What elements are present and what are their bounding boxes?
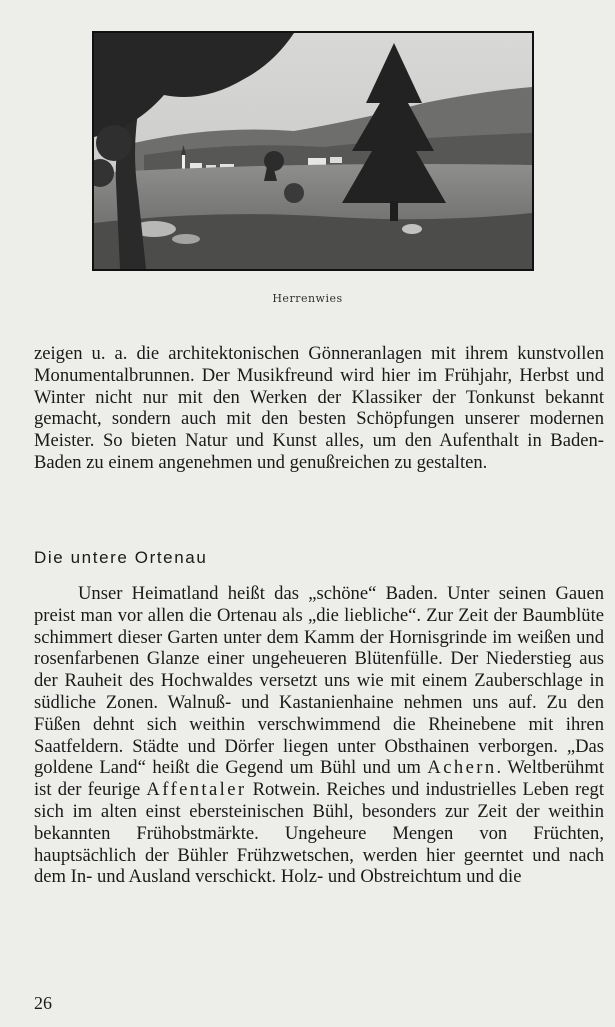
section-heading: Die untere Ortenau <box>34 548 208 567</box>
text-run: Unser Heimatland heißt das „schöne“ Baden. Unter seinen Gauen preist man vor allen die Ortenau als „die liebliche“. Zur Zeit der Baumblüte schimmert dieser Garten unter dem Kamm der Hornisgrinde im weißen und rosenfarbenen Glanze einer ungeheueren Blütenfülle. Der Niederstieg aus der Rauheit des Hochwaldes versetzt uns wie mit einem Zauberschlage in südliche Zonen. Walnuß- und Kastanienhaine nehmen uns auf. Zu den Füßen dehnt sich weithin verschwimmend die Rheinebene mit ihren Saatfeldern. Städte und Dörfer liegen unter Obsthainen verborgen. „Das goldene Land“ heißt die Gegend um Bühl und um <box>34 583 604 779</box>
text-run: Rotwein. Reiches und industrielles Leben regt sich im alten einst ebersteinischen Bühl, besonders zur Zeit der weithin bekannten Frühobstmärkte. Ungeheure Mengen von Früchten, hauptsächlich der Bühler Frühzwetschen, werden hier geerntet und nach dem In- und Ausland verschickt. Holz- und Obstreichtum und die <box>34 779 604 888</box>
page-number: 26 <box>34 993 52 1013</box>
paragraph-text <box>34 583 604 888</box>
place-name-achern: Achern <box>427 757 497 779</box>
text-run: . Weltberühmt ist der feurige <box>34 757 604 801</box>
body-paragraph-1 <box>34 343 604 474</box>
landscape-photo <box>92 31 534 271</box>
landscape-photo-art <box>94 33 532 269</box>
paragraph-text: zeigen u. a. die architektonischen Gönneranlagen mit ihrem kunstvollen Monumentalbrunnen. Der Musikfreund wird hier im Frühjahr, Herbst und Winter nicht nur mit den Werken der Klassiker der Tonkunst bekannt gemacht, sondern auch mit den besten Schöpfungen unserer modernen Meister. So bieten Natur und Kunst alles, um den Aufenthalt in Baden-Baden zu einem angenehmen und genußreichen zu gestalten. <box>34 343 604 473</box>
wine-name-affentaler: Affentaler <box>146 779 247 801</box>
body-paragraph-2 <box>34 583 604 888</box>
photo-caption: Herrenwies <box>272 292 343 305</box>
